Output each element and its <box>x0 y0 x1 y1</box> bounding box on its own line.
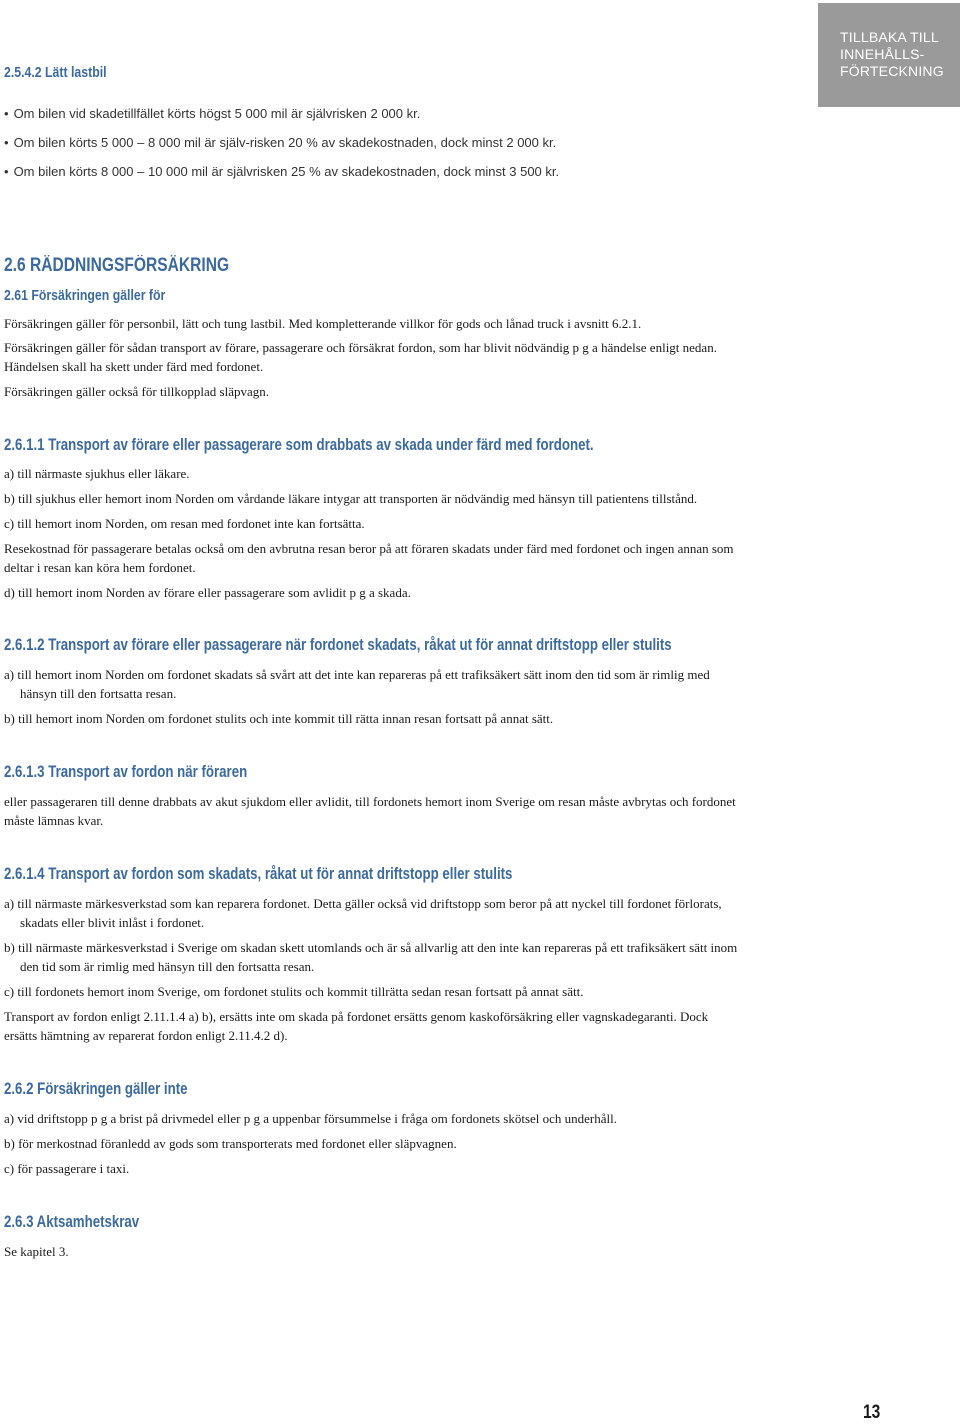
paragraph-2-6-1-trailer: Försäkringen gäller också för tillkopplad släpvagn. <box>4 384 269 399</box>
deductible-item-3: • Om bilen körts 8 000 – 10 000 mil är självrisken 25 % av skadekostnaden, dock minst 3 500 kr. <box>4 157 739 186</box>
item-2-6-1-1-c: c) till hemort inom Norden, om resan med fordonet inte kan fortsätta. <box>4 516 365 531</box>
back-to-toc-button[interactable] <box>818 3 960 107</box>
item-2-6-2-a: a) vid driftstopp p g a brist på drivmedel eller p g a uppenbar försummelse i fråga om fordonets skötsel och underhåll. <box>4 1111 617 1126</box>
item-2-6-1-2-a: a) till hemort inom Norden om fordonet skadats så svårt att det inte kan repareras på ett trafiksäkert sätt inom den tid som är rimlig med hänsyn till den fortsatta resan. <box>4 667 710 701</box>
item-2-6-1-4-c: c) till fordonets hemort inom Sverige, om fordonet stulits och kommit tillrätta sedan resan fortsatt på annat sätt. <box>4 984 584 999</box>
heading-2-6-1-3: 2.6.1.3 Transport av fordon när föraren <box>4 762 248 781</box>
document-body <box>4 64 739 1261</box>
item-2-6-1-1-d: d) till hemort inom Norden av förare eller passagerare som avlidit p g a skada. <box>4 585 411 600</box>
paragraph-2-6-1-transport: Försäkringen gäller för sådan transport av förare, passagerare och försäkrat fordon, som har blivit nödvändig p g a händelse enligt nedan. Händelsen skall ha skett under färd med fordonet. <box>4 340 717 374</box>
deductible-item-1: • Om bilen vid skadetillfället körts högst 5 000 mil är självrisken 2 000 kr. <box>4 99 739 128</box>
item-2-6-1-2-b: b) till hemort inom Norden om fordonet stulits och inte kommit till rätta innan resan fortsatt på annat sätt. <box>4 711 554 726</box>
back-to-toc-line-2: INNEHÅLLS- <box>840 46 925 62</box>
item-2-6-1-1-b: b) till sjukhus eller hemort inom Norden om vårdande läkare intygar att transporten är nödvändig med hänsyn till patientens tillstånd. <box>4 491 698 506</box>
paragraph-2-6-1-scope: Försäkringen gäller för personbil, lätt och tung lastbil. Med kompletterande villkor för gods och lånad truck i avsnitt 6.2.1. <box>4 316 642 331</box>
heading-2-6: 2.6 RÄDDNINGSFÖRSÄKRING <box>4 255 230 276</box>
paragraph-2-6-1-1-passenger: Resekostnad för passagerare betalas också om den avbrutna resan beror på att föraren skadats under färd med fordonet och ingen annan som deltar i resan kan köra hem fordonet. <box>4 541 734 575</box>
item-2-6-2-b: b) för merkostnad föranledd av gods som transporterats med fordonet eller släpvagnen. <box>4 1136 457 1151</box>
back-to-toc-line-3: FÖRTECKNING <box>840 63 944 79</box>
item-2-6-1-4-a: a) till närmaste märkesverkstad som kan reparera fordonet. Detta gäller också vid driftstopp som beror på att nyckel till fordonet förlorats, skadats eller blivit inlåst i fordonet. <box>4 896 722 930</box>
paragraph-2-6-1-4-note: Transport av fordon enligt 2.11.1.4 a) b), ersätts inte om skada på fordonet ersätts genom kaskoförsäkring eller vagnskadegaranti. Dock ersätts hämtning av reparerat fordon enligt 2.11.4.2 d). <box>4 1009 709 1043</box>
heading-2-6-2: 2.6.2 Försäkringen gäller inte <box>4 1079 188 1098</box>
heading-2-5-4-2: 2.5.4.2 Lätt lastbil <box>4 64 107 81</box>
heading-2-6-1-2: 2.6.1.2 Transport av förare eller passagerare när fordonet skadats, råkat ut för annat driftstopp eller stulits <box>4 635 672 654</box>
item-2-6-1-1-a: a) till närmaste sjukhus eller läkare. <box>4 466 190 481</box>
heading-2-6-1-4: 2.6.1.4 Transport av fordon som skadats, råkat ut för annat driftstopp eller stulits <box>4 864 513 883</box>
deductible-item-2: • Om bilen körts 5 000 – 8 000 mil är själv-risken 20 % av skadekostnaden, dock minst 2 000 kr. <box>4 128 739 157</box>
back-to-toc-line-1: TILLBAKA TILL <box>840 29 939 45</box>
page-number: 13 <box>863 1402 881 1423</box>
heading-2-6-3: 2.6.3 Aktsamhetskrav <box>4 1212 140 1231</box>
heading-2-6-1-1: 2.6.1.1 Transport av förare eller passagerare som drabbats av skada under färd med fordonet. <box>4 435 594 454</box>
deductible-list <box>4 99 739 186</box>
paragraph-2-6-1-3: eller passageraren till denne drabbats av akut sjukdom eller avlidit, till fordonets hemort inom Sverige om resan måste avbrytas och fordonet måste lämnas kvar. <box>4 794 736 828</box>
heading-2-6-1: 2.61 Försäkringen gäller för <box>4 287 166 304</box>
item-2-6-1-4-b: b) till närmaste märkesverkstad i Sverige om skadan skett utomlands och är så allvarlig att den inte kan repareras på ett trafiksäkert sätt inom den tid som är rimlig med hänsyn till den fortsatta resan. <box>4 940 738 974</box>
paragraph-2-6-3: Se kapitel 3. <box>4 1244 69 1259</box>
item-2-6-2-c: c) för passagerare i taxi. <box>4 1161 130 1176</box>
